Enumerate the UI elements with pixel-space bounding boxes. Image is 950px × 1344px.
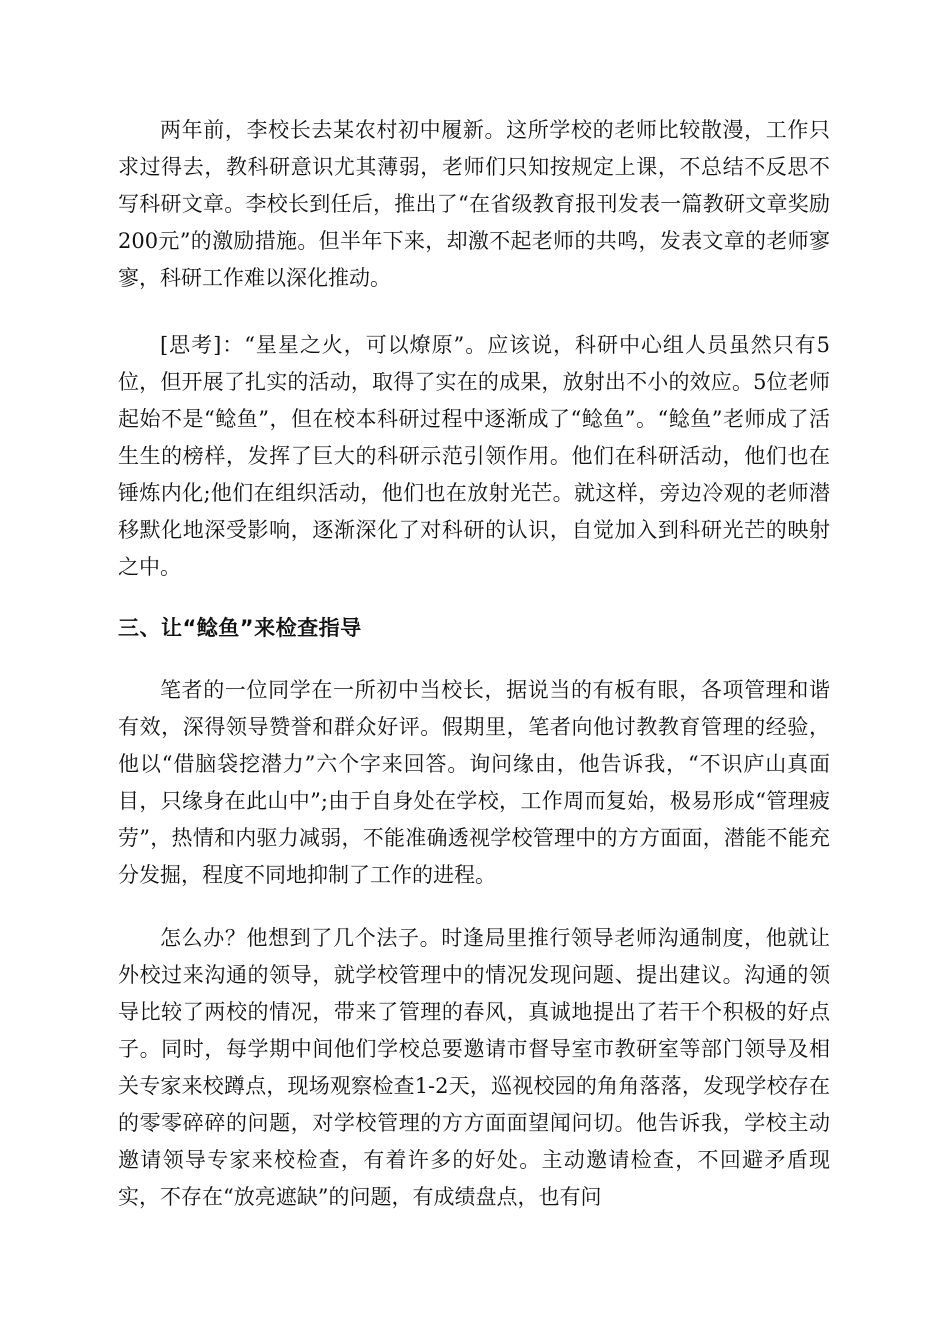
section-heading: 三、让“鲶鱼”来检查指导 (118, 616, 362, 640)
paragraph-background-story: 两年前，李校长去某农村初中履新。这所学校的老师比较散漫，工作只求过得去，教科研意识尤其薄弱，老师们只知按规定上课，不总结不反思不写科研文章。李校长到任后，推出了“在省级教育报刊发表一篇教研文章奖励200元”的激励措施。但半年下来，却激不起老师的共鸣，发表文章的老师寥寥，科研工作难以深化推动。 (118, 118, 830, 290)
paragraph-solution: 怎么办？他想到了几个法子。时逢局里推行领导老师沟通制度，他就让外校过来沟通的领导，就学校管理中的情况发现问题、提出建议。沟通的领导比较了两校的情况，带来了管理的春风，真诚地提出了若干个积极的好点子。同时，每学期中间他们学校总要邀请市督导室市教研室等部门领导及相关专家来校蹲点，现场观察检查1-2天，巡视校园的角角落落，发现学校存在的零零碎碎的问题，对学校管理的方方面面望闻问切。他告诉我，学校主动邀请领导专家来校检查，有着许多的好处。主动邀请检查，不回避矛盾现实，不存在“放亮遮缺”的问题，有成绩盘点，也有问 (118, 926, 830, 1209)
paragraph-classmate-principal: 笔者的一位同学在一所初中当校长，据说当的有板有眼，各项管理和谐有效，深得领导赞誉和群众好评。假期里，笔者向他讨教教育管理的经验，他以“借脑袋挖潜力”六个字来回答。询问缘由，他告诉我，“不识庐山真面目，只缘身在此山中”;由于自身处在学校，工作周而复始，极易形成“管理疲劳”，热情和内驱力减弱，不能准确透视学校管理中的方方面面，潜能不能充分发掘，程度不同地抑制了工作的进程。 (118, 678, 830, 887)
document-page (118, 112, 830, 1216)
paragraph-reflection: [思考]：“星星之火，可以燎原”。应该说，科研中心组人员虽然只有5位，但开展了扎实的活动，取得了实在的成果，放射出不小的效应。5位老师起始不是“鲶鱼”，但在校本科研过程中逐渐成了“鲶鱼”。“鲶鱼”老师成了活生生的榜样，发挥了巨大的科研示范引领作用。他们在科研活动，他们也在锤炼内化;他们在组织活动，他们也在放射光芒。就这样，旁边冷观的老师潜移默化地深受影响，逐渐深化了对科研的认识，自觉加入到科研光芒的映射之中。 (118, 333, 830, 579)
